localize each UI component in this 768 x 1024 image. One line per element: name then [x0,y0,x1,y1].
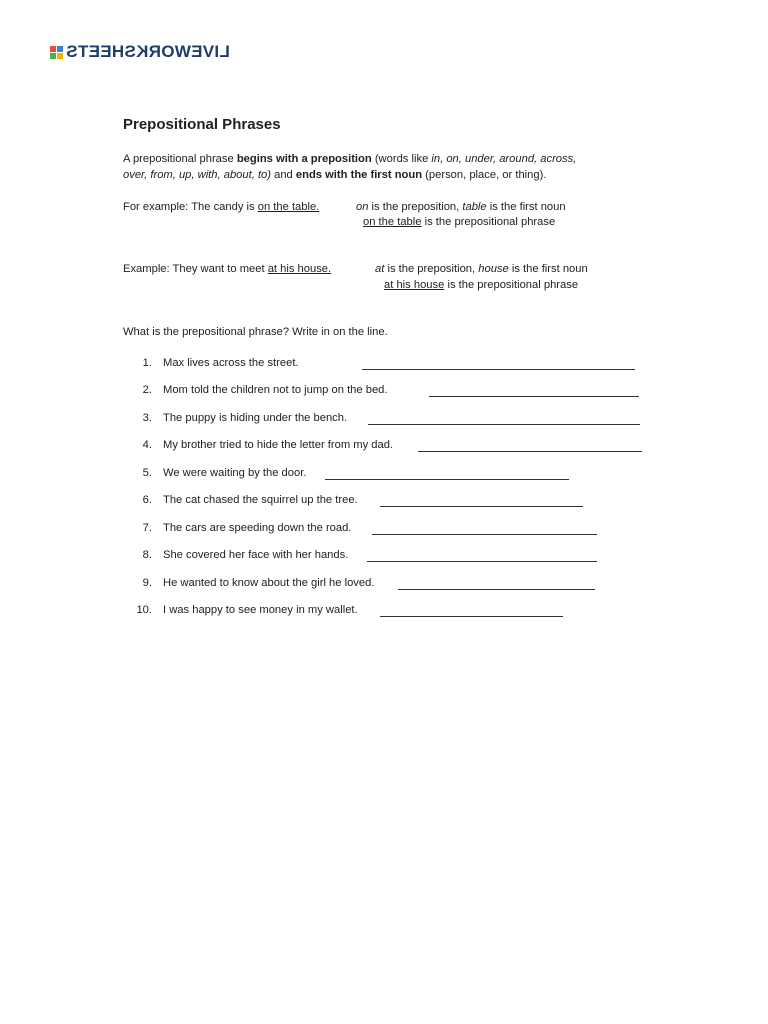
example2-sentence: Example: They want to meet at his house. [123,263,332,275]
logo-squares-icon [50,46,63,59]
question-number: 4. [142,439,152,451]
answer-line[interactable] [362,369,635,370]
answer-line[interactable] [429,396,639,397]
intro-line-2: over, from, up, with, about, to) and ends with the first noun (person, place, or thing). [123,169,547,181]
answer-line[interactable] [380,616,563,617]
question-number: 9. [142,577,152,589]
example2-note-1: at is the preposition, house is the first noun [375,263,588,275]
example2-note-2: at his house is the prepositional phrase [384,279,579,291]
question-text: Mom told the children not to jump on the bed. [163,384,388,396]
question-text: The cat chased the squirrel up the tree. [163,494,358,506]
question-number: 2. [142,384,152,396]
answer-line[interactable] [368,424,640,425]
question-number: 7. [142,522,152,534]
answer-line[interactable] [325,479,569,480]
question-number: 3. [142,412,152,424]
question-number: 1. [142,357,152,369]
question-text: Max lives across the street. [163,357,299,369]
question-number: 5. [142,467,152,479]
logo-text: LIVEWORKSHEETS [66,42,230,61]
question-text: My brother tried to hide the letter from my dad. [163,439,394,451]
question-text: She covered her face with her hands. [163,549,349,561]
question-text: I was happy to see money in my wallet. [163,604,358,616]
question-number: 10. [136,604,152,616]
answer-line[interactable] [372,534,597,535]
question-text: He wanted to know about the girl he loved. [163,577,375,589]
page-title: Prepositional Phrases [123,116,281,133]
question-text: The puppy is hiding under the bench. [163,412,348,424]
question-number: 8. [142,549,152,561]
example1-note-1: on is the preposition, table is the first noun [356,201,566,213]
liveworksheets-logo [50,42,230,62]
answer-line[interactable] [418,451,642,452]
answer-line[interactable] [398,589,595,590]
intro-line-1: A prepositional phrase begins with a preposition (words like in, on, under, around, across, [123,153,577,165]
example1-note-2: on the table is the prepositional phrase [363,216,556,228]
question-text: The cars are speeding down the road. [163,522,352,534]
instruction: What is the prepositional phrase? Write in on the line. [123,326,388,338]
question-number: 6. [142,494,152,506]
question-text: We were waiting by the door. [163,467,307,479]
example1-sentence: For example: The candy is on the table. [123,201,320,213]
answer-line[interactable] [380,506,583,507]
answer-line[interactable] [367,561,597,562]
